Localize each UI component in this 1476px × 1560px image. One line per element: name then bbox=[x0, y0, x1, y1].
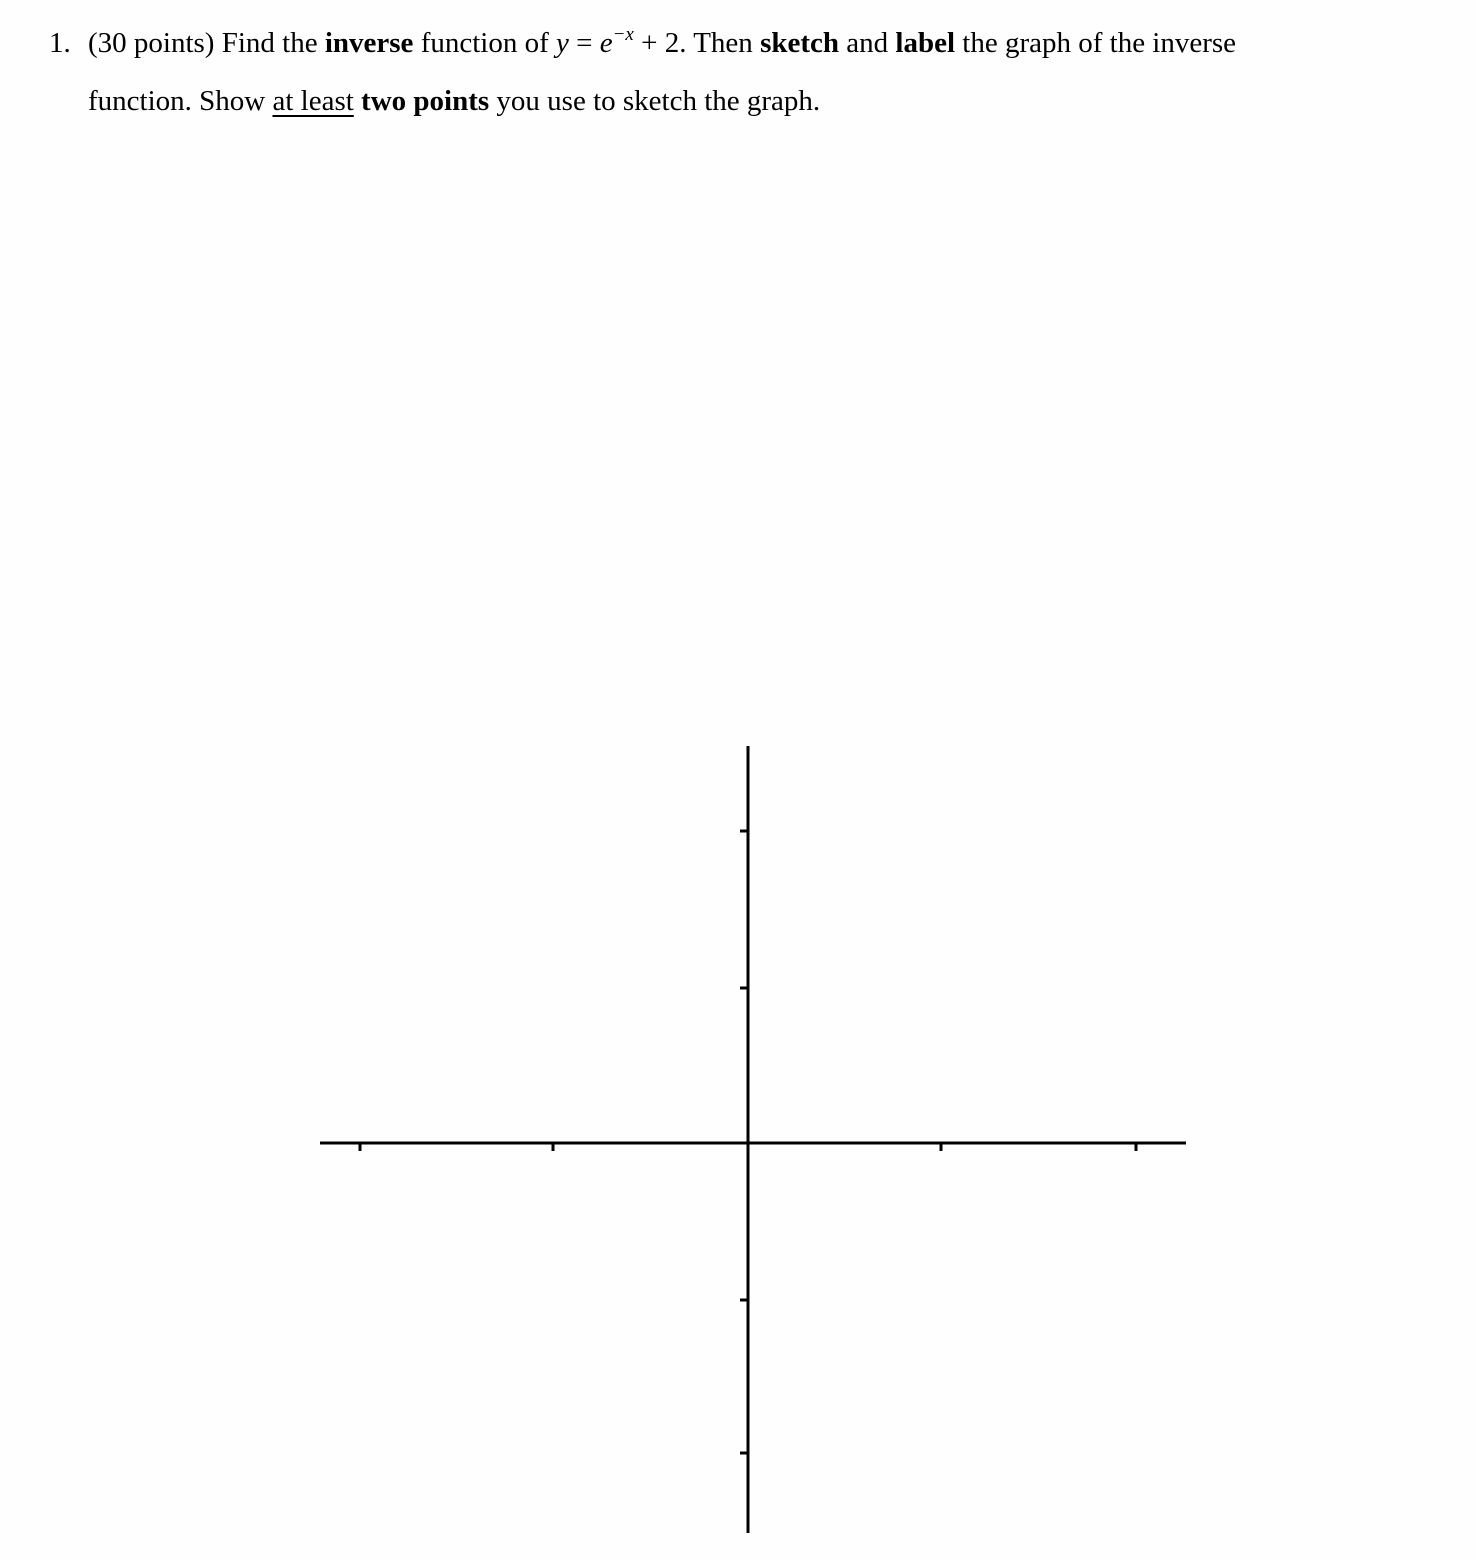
text-then: Then bbox=[693, 27, 753, 59]
text-function-show: function. Show bbox=[88, 85, 266, 117]
equation-y: y bbox=[556, 27, 569, 59]
text-and: and bbox=[846, 27, 889, 59]
text-function-of: function of bbox=[420, 27, 549, 59]
text-two-points-bold: two points bbox=[361, 85, 490, 117]
problem-1 bbox=[49, 14, 1469, 130]
problem-points: (30 points) bbox=[88, 27, 215, 59]
equation-e: e bbox=[599, 27, 613, 59]
text-at-least-underlined: at least bbox=[272, 85, 354, 117]
problem-line-2 bbox=[49, 72, 1469, 130]
text-find-the: Find the bbox=[221, 27, 318, 59]
equation-exponent: −x bbox=[612, 24, 634, 45]
text-rest: you use to sketch the graph. bbox=[496, 85, 821, 117]
text-graph-of-inverse: the graph of the inverse bbox=[962, 27, 1237, 59]
text-inverse-bold: inverse bbox=[324, 27, 414, 59]
problem-number: 1. bbox=[49, 27, 71, 59]
equation-equals: = bbox=[568, 27, 600, 59]
text-sketch-bold: sketch bbox=[760, 27, 840, 59]
problem-line-1 bbox=[49, 14, 1469, 72]
text-label-bold: label bbox=[895, 27, 956, 59]
equation-rest: + 2. bbox=[633, 27, 687, 59]
